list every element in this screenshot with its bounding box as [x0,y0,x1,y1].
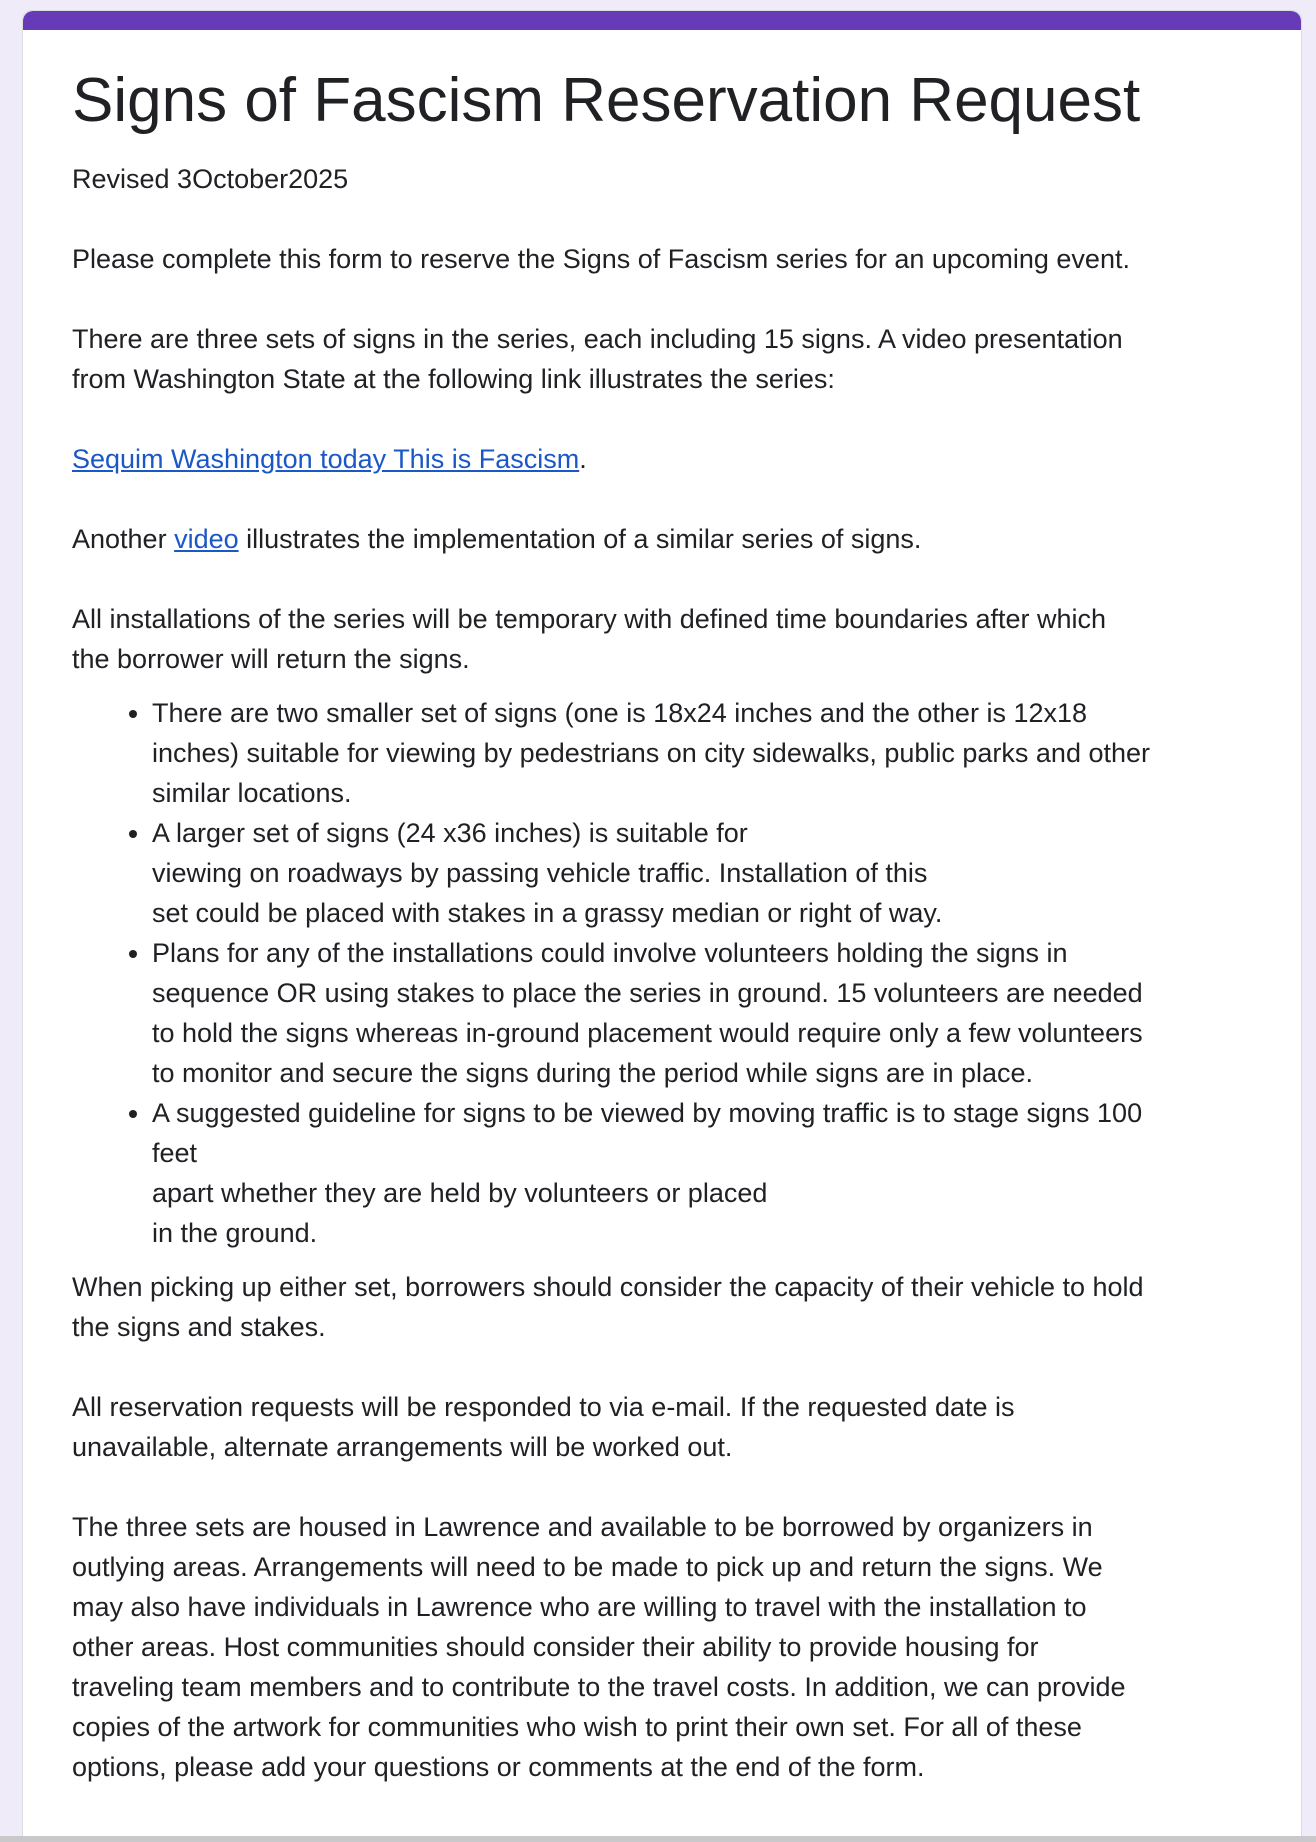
page-title: Signs of Fascism Reservation Request [72,66,1141,135]
video-link[interactable]: video [174,524,239,554]
pickup-line-1: When picking up either set, borrowers should consider the capacity of their vehicle to hold [72,1272,1144,1302]
sets-line-2: from Washington State at the following link illustrates the series: [72,364,835,394]
housed-line: traveling team members and to contribute to the travel costs. In addition, we can provide [72,1672,1126,1702]
housed-line: may also have individuals in Lawrence who are willing to travel with the installation to [72,1592,1087,1622]
pickup-paragraph [72,1267,1262,1347]
sequim-video-link[interactable]: Sequim Washington today This is Fascism [72,444,580,474]
email-line-1: All reservation requests will be responded to via e-mail. If the requested date is [72,1392,1015,1422]
guidelines-list [72,693,1262,1253]
form-header-card [22,10,1302,1842]
list-item [152,813,1262,933]
spacer [72,1347,1262,1387]
video-link-paragraph [72,439,1262,479]
list-item-line: There are two smaller set of signs (one is 18x24 inches and the other is 12x18 [152,698,1088,728]
link-period: . [579,444,587,474]
spacer [72,279,1262,319]
form-description [72,61,1262,1787]
list-item-line: apart whether they are held by volunteers or placed [152,1178,768,1208]
list-item-line: viewing on roadways by passing vehicle traffic. Installation of this [152,858,928,888]
revised-date: Revised 3October2025 [72,164,349,194]
sets-line-1: There are three sets of signs in the series, each including 15 signs. A video presentation [72,324,1123,354]
list-item-line: Plans for any of the installations could involve volunteers holding the signs in [152,938,1068,968]
temporary-line-1: All installations of the series will be temporary with defined time boundaries after which [72,604,1107,634]
intro-paragraph: Please complete this form to reserve the Signs of Fascism series for an upcoming event. [72,244,1130,274]
spacer [72,559,1262,599]
spacer [72,399,1262,439]
temporary-line-2: the borrower will return the signs. [72,644,470,674]
list-item-line: sequence OR using stakes to place the series in ground. 15 volunteers are needed [152,978,1143,1008]
spacer [72,479,1262,519]
another-video-paragraph [72,519,1262,559]
list-item-line: inches) suitable for viewing by pedestrians on city sidewalks, public parks and other [152,738,1151,768]
list-item-line: to hold the signs whereas in-ground placement would require only a few volunteers [152,1018,1143,1048]
list-item-line: A larger set of signs (24 x36 inches) is suitable for [152,818,748,848]
list-item [152,1093,1262,1253]
list-item [152,933,1262,1093]
list-item-line: A suggested guideline for signs to be viewed by moving traffic is to stage signs 100 [152,1098,1143,1128]
housed-line: The three sets are housed in Lawrence and available to be borrowed by organizers in [72,1512,1093,1542]
sets-paragraph [72,319,1262,399]
email-line-2: unavailable, alternate arrangements will be worked out. [72,1432,733,1462]
form-accent-bar [23,11,1301,30]
list-item-line: feet [152,1138,198,1168]
list-item-line: in the ground. [152,1218,318,1248]
list-item-line: set could be placed with stakes in a grassy median or right of way. [152,898,943,928]
list-item-line: similar locations. [152,778,352,808]
temporary-paragraph [72,599,1262,679]
spacer [72,1467,1262,1507]
another-text: Another [72,524,175,554]
pickup-line-2: the signs and stakes. [72,1312,326,1342]
list-item [152,693,1262,813]
housed-line: copies of the artwork for communities who wish to print their own set. For all of these [72,1712,1082,1742]
window-bottom-edge [0,1836,1316,1842]
housed-line: outlying areas. Arrangements will need to be made to pick up and return the signs. We [72,1552,1103,1582]
spacer [72,199,1262,239]
email-paragraph [72,1387,1262,1467]
housed-line: options, please add your questions or comments at the end of the form. [72,1752,925,1782]
housed-paragraph [72,1507,1262,1787]
another-after-text: illustrates the implementation of a similar series of signs. [238,524,922,554]
housed-line: other areas. Host communities should consider their ability to provide housing for [72,1632,1039,1662]
list-item-line: to monitor and secure the signs during the period while signs are in place. [152,1058,1034,1088]
